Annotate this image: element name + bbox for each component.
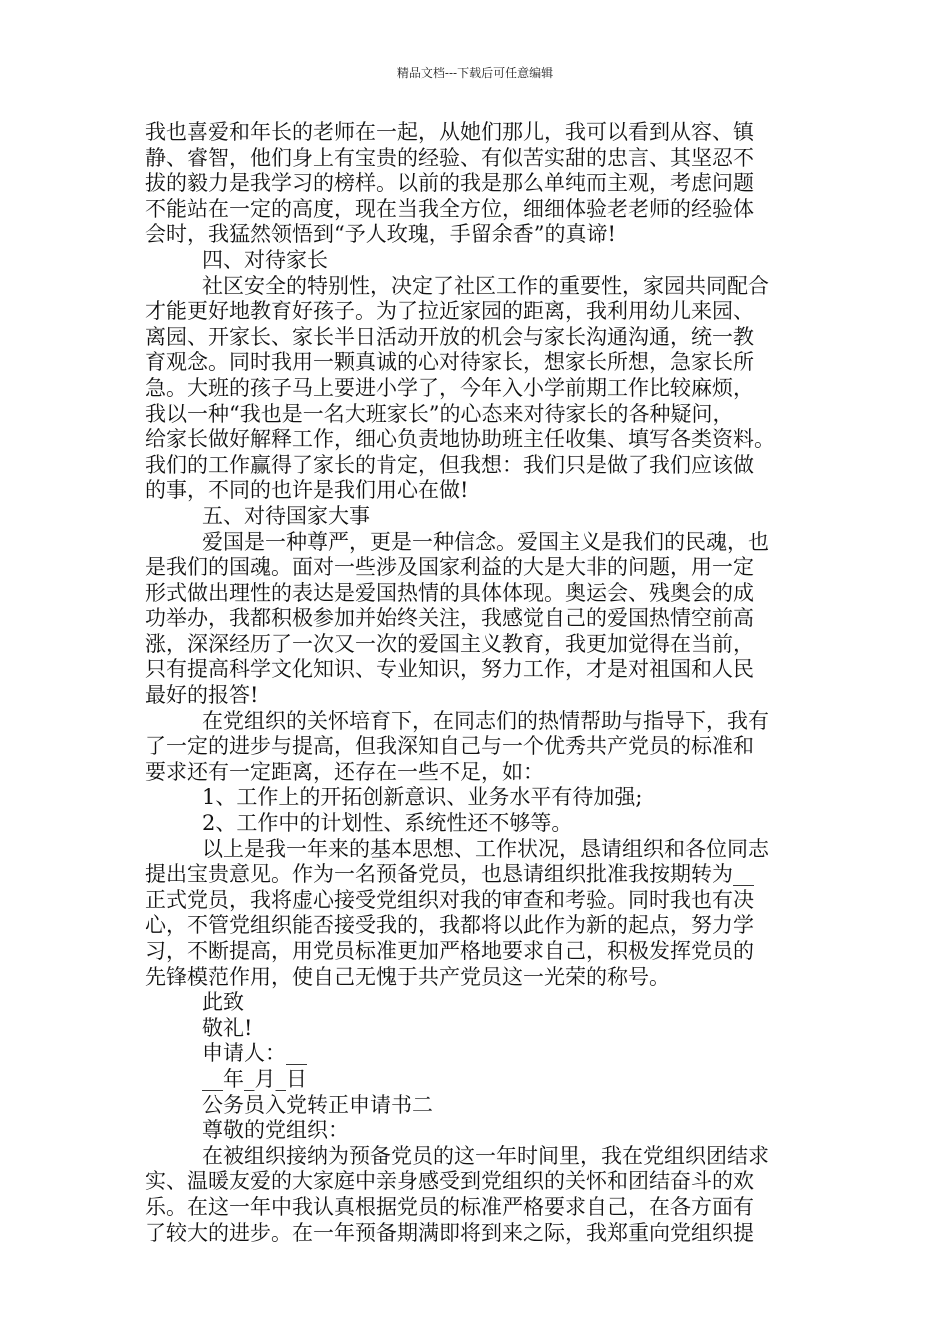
text-line: 习，不断提高，用党员标准更加严格地要求自己，积极发挥党员的	[145, 939, 754, 963]
text-line: 形式做出理性的表达是爱国热情的具体体现。奥运会、残奥会的成	[145, 580, 754, 605]
text-line: 在党组织的关怀培育下，在同志们的热情帮助与指导下，我有	[202, 708, 769, 733]
text-line: 1、工作上的开拓创新意识、业务水平有待加强;	[202, 785, 643, 810]
text-line: 公务员入党转正申请书二	[202, 1092, 433, 1117]
text-line: 不能站在一定的高度，现在当我全方位，细细体验老老师的经验体	[145, 196, 754, 221]
text-line: 急。大班的孩子马上要进小学了，今年入小学前期工作比较麻烦，	[145, 375, 754, 400]
text-line: 2、工作中的计划性、系统性还不够等。	[202, 811, 573, 836]
text-line: 拔的毅力是我学习的榜样。以前的我是那么单纯而主观，考虑问题	[145, 171, 754, 196]
text-line: 是我们的国魂。面对一些涉及国家利益的大是大非的问题，用一定	[145, 555, 754, 580]
text-line: 离园、开家长、家长半日活动开放的机会与家长沟通沟通，统一教	[145, 324, 754, 349]
text-line: 给家长做好解释工作，细心负责地协助班主任收集、填写各类资料。	[145, 427, 775, 452]
text-line: 实、温暖友爱的大家庭中亲身感受到党组织的关怀和团结奋斗的欢	[145, 1169, 754, 1194]
page-header: 精品文档---下载后可任意编辑	[396, 66, 554, 80]
text-line: 的事，不同的也许是我们用心在做!	[145, 478, 469, 503]
text-line: 以上是我一年来的基本思想、工作状况，恳请组织和各位同志	[202, 836, 769, 861]
text-line: 提出宝贵意见。作为一名预备党员，也恳请组织批准我按期转为__	[145, 862, 754, 887]
text-line: 我们的工作赢得了家长的肯定，但我想：我们只是做了我们应该做	[145, 452, 754, 477]
text-line: 心，不管党组织能否接受我的，我都将以此作为新的起点，努力学	[145, 913, 754, 938]
text-line: 最好的报答!	[145, 683, 259, 708]
text-line: 要求还有一定距离，还存在一些不足，如：	[145, 759, 544, 784]
text-line: 才能更好地教育好孩子。为了拉近家园的距离，我利用幼儿来园、	[145, 299, 754, 324]
text-line: 了较大的进步。在一年预备期满即将到来之际，我郑重向党组织提	[145, 1220, 754, 1245]
text-line: 尊敬的党组织：	[202, 1118, 349, 1143]
text-line: 申请人：__	[202, 1041, 307, 1066]
text-line: 我以一种“我也是一名大班家长”的心态来对待家长的各种疑问，	[145, 401, 734, 426]
text-line: 涨，深深经历了一次又一次的爱国主义教育，我更加觉得在当前，	[145, 631, 754, 656]
text-line: 五、对待国家大事	[202, 503, 370, 528]
text-line: 静、睿智，他们身上有宝贵的经验、有似苦实甜的忠言、其坚忍不	[145, 145, 754, 170]
text-line: 在被组织接纳为预备党员的这一年时间里，我在党组织团结求	[202, 1143, 769, 1168]
text-line: 四、对待家长	[202, 247, 328, 272]
text-line: 育观念。同时我用一颗真诚的心对待家长，想家长所想，急家长所	[145, 350, 754, 375]
text-line: 会时，我猛然领悟到“予人玫瑰，手留余香”的真谛!	[145, 222, 616, 247]
text-line: 正式党员，我将虚心接受党组织对我的审查和考验。同时我也有决	[145, 887, 754, 912]
text-line: __年_月_日	[202, 1066, 307, 1091]
text-line: 功举办，我都积极参加并始终关注，我感觉自己的爱国热情空前高	[145, 606, 754, 631]
document-body	[145, 120, 813, 1246]
text-line: 先锋模范作用，使自己无愧于共产党员这一光荣的称号。	[145, 964, 670, 989]
text-line: 此致	[202, 990, 244, 1015]
text-line: 乐。在这一年中我认真根据党员的标准严格要求自己，在各方面有	[145, 1194, 754, 1219]
text-line: 我也喜爱和年长的老师在一起，从她们那儿，我可以看到从容、镇	[145, 120, 754, 144]
text-line: 社区安全的特别性，决定了社区工作的重要性，家园共同配合	[202, 273, 769, 298]
text-line: 了一定的进步与提高，但我深知自己与一个优秀共产党员的标准和	[145, 734, 754, 759]
text-line: 爱国是一种尊严，更是一种信念。爱国主义是我们的民魂，也	[202, 529, 769, 554]
text-line: 敬礼!	[202, 1015, 253, 1040]
text-line: 只有提高科学文化知识、专业知识，努力工作，才是对祖国和人民	[145, 657, 754, 682]
